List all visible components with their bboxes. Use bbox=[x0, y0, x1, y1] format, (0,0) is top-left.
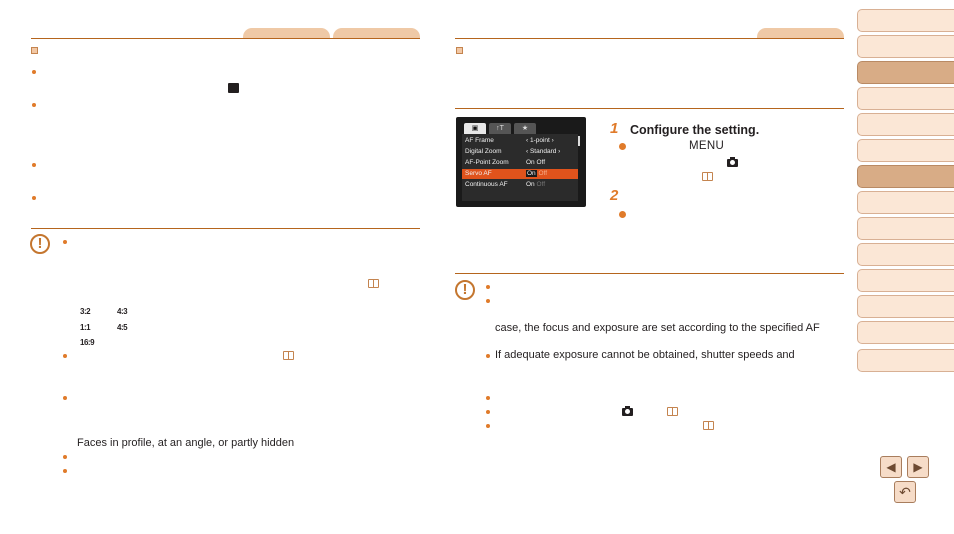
menu-scrollbar bbox=[578, 136, 580, 146]
nav-tab-active[interactable] bbox=[857, 165, 954, 188]
top-rule-left bbox=[31, 38, 420, 39]
heading-square-icon bbox=[456, 47, 463, 54]
exclamation-icon: ! bbox=[455, 280, 475, 300]
camera-menu-tabs bbox=[462, 123, 580, 134]
nav-tab[interactable] bbox=[857, 321, 954, 344]
menu-button-label: MENU bbox=[689, 140, 725, 152]
bullet bbox=[63, 469, 67, 473]
nav-tab[interactable] bbox=[857, 35, 954, 58]
camera-tab: ▣ bbox=[464, 123, 486, 134]
bullet bbox=[486, 285, 490, 289]
bullet bbox=[32, 196, 36, 200]
bullet bbox=[619, 211, 626, 218]
camera-menu-panel bbox=[462, 134, 578, 201]
previous-page-button[interactable]: ◀ bbox=[880, 456, 902, 478]
bullet bbox=[63, 396, 67, 400]
bullet bbox=[486, 424, 490, 428]
camera-menu-screen bbox=[456, 117, 586, 207]
ratio-3-2-icon: 3:2 bbox=[80, 307, 91, 316]
mode-icon bbox=[228, 83, 239, 93]
book-icon bbox=[283, 351, 294, 360]
back-button[interactable]: ↶ bbox=[894, 481, 916, 503]
heading-square-icon bbox=[31, 47, 38, 54]
bullet bbox=[63, 354, 67, 358]
nav-tab[interactable] bbox=[857, 87, 954, 110]
nav-tab[interactable] bbox=[857, 113, 954, 136]
step-number-1: 1 bbox=[610, 120, 619, 137]
bullet bbox=[63, 455, 67, 459]
section-rule bbox=[455, 108, 844, 109]
bullet bbox=[486, 354, 490, 358]
ratio-1-1-icon: 1:1 bbox=[80, 323, 91, 332]
bullet bbox=[619, 143, 626, 150]
book-icon bbox=[702, 172, 713, 181]
camera-icon bbox=[727, 159, 738, 167]
nav-tab[interactable] bbox=[857, 243, 954, 266]
step-1-title: Configure the setting. bbox=[630, 123, 760, 137]
bullet bbox=[32, 163, 36, 167]
nav-tab-active[interactable] bbox=[857, 61, 954, 84]
menu-row-digital-zoom: Digital Zoom ‹ Standard › bbox=[465, 148, 561, 155]
bullet bbox=[486, 299, 490, 303]
camera-icon bbox=[622, 408, 633, 416]
top-rule-right bbox=[455, 38, 844, 39]
ratio-4-3-icon: 4:3 bbox=[117, 307, 128, 316]
menu-row-continuous-af: Continuous AF On Off bbox=[465, 181, 546, 188]
book-icon bbox=[368, 279, 379, 288]
nav-tab[interactable] bbox=[857, 139, 954, 162]
book-icon bbox=[667, 407, 678, 416]
bullet bbox=[486, 410, 490, 414]
book-icon bbox=[703, 421, 714, 430]
nav-tab[interactable] bbox=[857, 217, 954, 240]
bullet bbox=[63, 240, 67, 244]
exclamation-icon: ! bbox=[30, 234, 50, 254]
nav-tab[interactable] bbox=[857, 191, 954, 214]
note-faces-profile: Faces in profile, at an angle, or partly hidden bbox=[77, 437, 295, 449]
nav-tab[interactable] bbox=[857, 295, 954, 318]
nav-tab[interactable] bbox=[857, 9, 954, 32]
step-number-2: 2 bbox=[610, 187, 619, 204]
menu-row-servo-af: Servo AF On Off bbox=[462, 169, 578, 179]
ratio-16-9-icon: 16:9 bbox=[80, 338, 95, 347]
my-menu-tab: ★ bbox=[514, 123, 536, 134]
bullet bbox=[486, 396, 490, 400]
next-page-button[interactable]: ▶ bbox=[907, 456, 929, 478]
bullet bbox=[32, 70, 36, 74]
section-rule bbox=[31, 228, 420, 229]
nav-tab[interactable] bbox=[857, 349, 954, 372]
setup-tab: ↑T bbox=[489, 123, 511, 134]
menu-row-af-frame: AF Frame ‹ 1-point › bbox=[465, 137, 554, 144]
ratio-4-5-icon: 4:5 bbox=[117, 323, 128, 332]
section-rule bbox=[455, 273, 844, 274]
caution-text-line2: If adequate exposure cannot be obtained, shutter speeds and bbox=[495, 349, 795, 361]
menu-row-af-point-zoom: AF-Point Zoom On Off bbox=[465, 159, 546, 166]
caution-text-line1: case, the focus and exposure are set according to the specified AF bbox=[495, 322, 820, 334]
nav-tab[interactable] bbox=[857, 269, 954, 292]
bullet bbox=[32, 103, 36, 107]
